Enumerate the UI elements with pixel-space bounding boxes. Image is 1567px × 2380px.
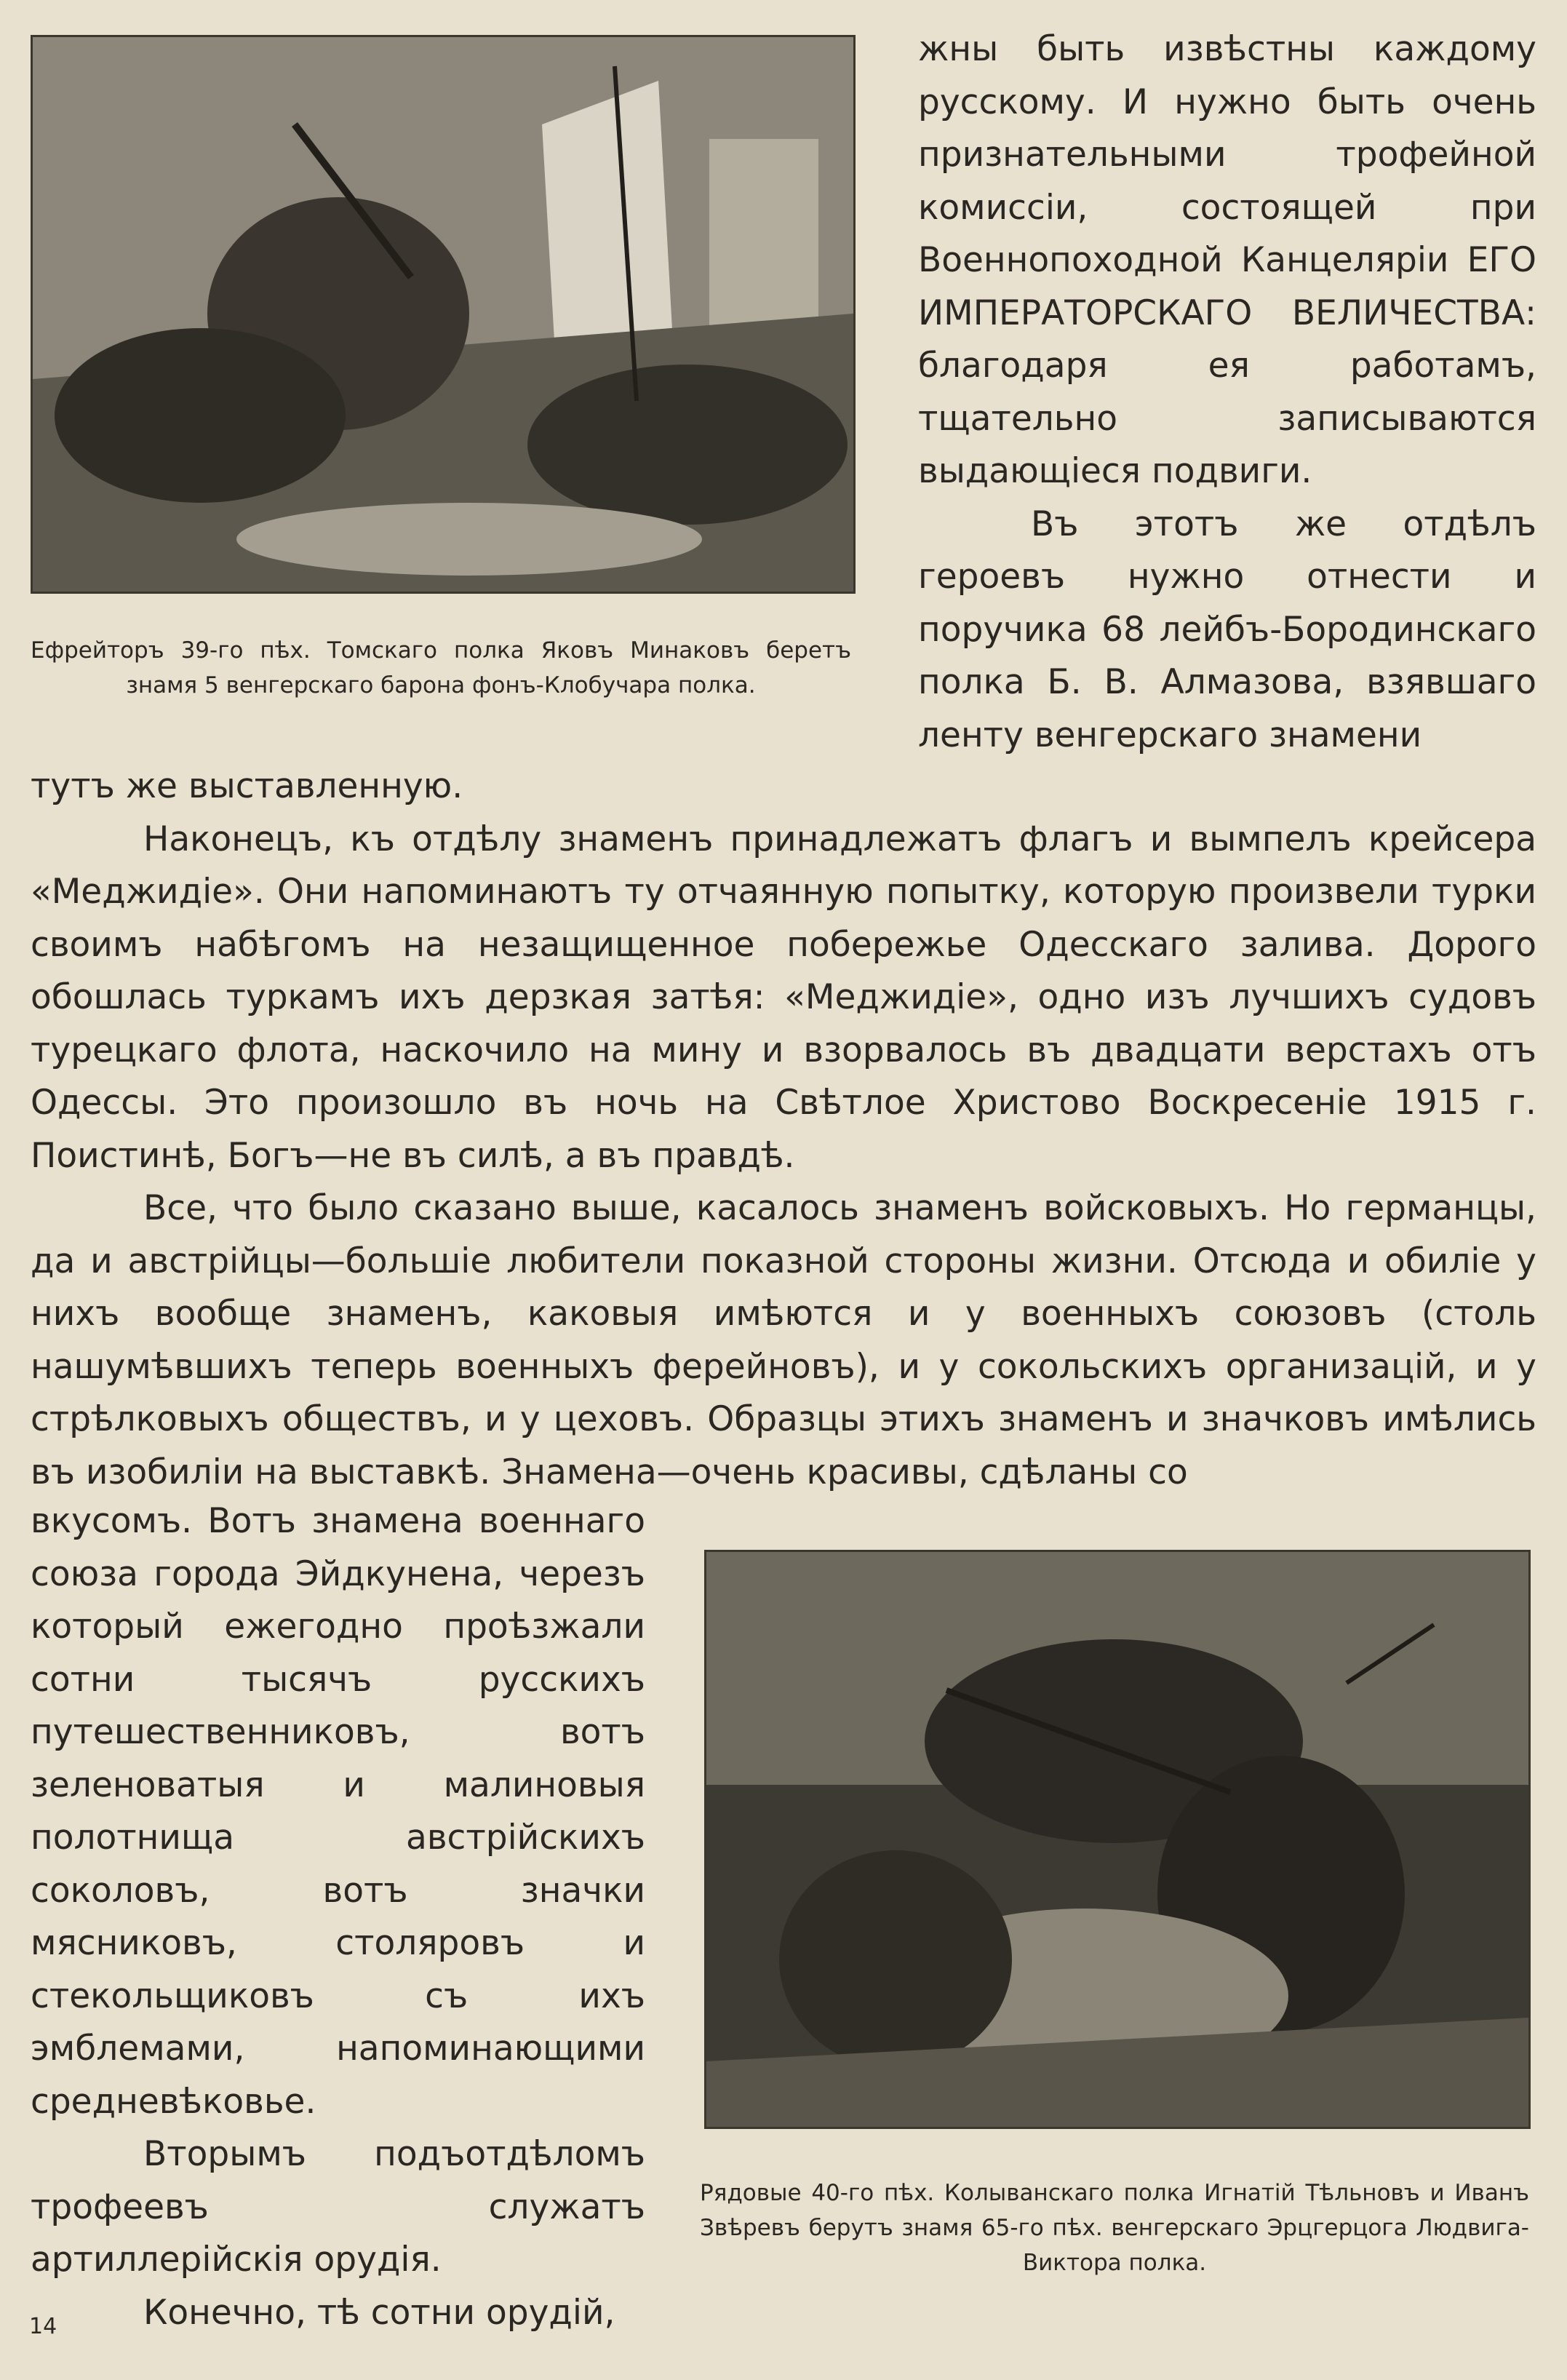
engraving-image-2	[706, 1552, 1528, 2127]
paragraph-medzhidie: Наконецъ, къ отдѣлу знаменъ принадлежатъ флагъ и вымпелъ крейсера «Меджидіе». Они напоминаютъ ту отчаянную попытку, которую произвели турки своимъ набѣгомъ на незащищенное побережье Одесскаго залива. Дорого обошлась туркамъ ихъ дерзкая затѣя: «Меджидіе», одно изъ лучшихъ судовъ турецкаго флота, наскочило на мину и взорвалось въ двадцати верстахъ отъ Одессы. Это произошло въ ночь на Свѣтлое Христово Воскресеніе 1915 г. Поистинѣ, Богъ—не въ силѣ, а въ правдѣ.	[31, 819, 1536, 1176]
text-column-right-top	[918, 23, 1536, 762]
text-column-left-bottom	[31, 1495, 645, 2339]
engraving-image-1	[33, 37, 853, 592]
illustration-caption-2: Рядовые 40-го пѣх. Колыванскаго полка Игнатій Тѣльновъ и Иванъ Звѣревъ берутъ знамя 65-го пѣх. венгерскаго Эрцгерцога Людвига-Виктора полка.	[700, 2180, 1529, 2276]
paragraph-artillery: Вторымъ подъотдѣломъ трофеевъ служатъ артиллерійскія орудія.	[31, 2134, 645, 2280]
paragraph-continuation: жны быть извѣстны каждому русскому. И нужно быть очень признательными трофейной комиссіи, состоящей при Военнопоходной Канцеляріи ЕГО ИМПЕРАТОРСКАГО ВЕЛИЧЕСТВА: благодаря ея работамъ, тщательно записываются выдающіеся подвиги.	[918, 29, 1536, 491]
paragraph-guns: Конечно, тѣ сотни орудій,	[143, 2292, 615, 2333]
illustration-caption-1: Ефрейторъ 39-го пѣх. Томскаго полка Яковъ Минаковъ беретъ знамя 5 венгерскаго барона фонъ-Клобучара полка.	[31, 637, 851, 699]
paragraph-heroes-end: тутъ же выставленную.	[31, 766, 463, 806]
paragraph-banners: Все, что было сказано выше, касалось знаменъ войсковыхъ. Но германцы, да и австрійцы—большіе любители показной стороны жизни. Отсюда и обиліе у нихъ вообще знаменъ, каковыя имѣются и у военныхъ союзовъ (столь нашумѣвшихъ теперь военныхъ ферейновъ), и у сокольскихъ организацій, и у стрѣлковыхъ обществъ, и у цеховъ. Образцы этихъ знаменъ и значковъ имѣлись въ изобиліи на выставкѣ. Знамена—очень красивы, сдѣланы со	[31, 1188, 1536, 1492]
text-full-width	[31, 760, 1536, 1499]
page-number: 14	[29, 2314, 57, 2339]
illustration-battle-2	[704, 1550, 1531, 2129]
illustration-battle-1	[31, 35, 856, 594]
paragraph-banners-cont: вкусомъ. Вотъ знамена военнаго союза города Эйдкунена, черезъ который ежегодно проѣзжали сотни тысячъ русскихъ путешественниковъ, вотъ зеленоватыя и малиновыя полотнища австрійскихъ соколовъ, вотъ значки мясниковъ, столяровъ и стекольщиковъ съ ихъ эмблемами, напоминающими средневѣковье.	[31, 1501, 645, 2122]
paragraph-heroes: Въ этотъ же отдѣлъ героевъ нужно отнести и поручика 68 лейбъ-Бородинскаго полка Б. В. Алмазова, взявшаго ленту венгерскаго знамени	[918, 504, 1536, 755]
